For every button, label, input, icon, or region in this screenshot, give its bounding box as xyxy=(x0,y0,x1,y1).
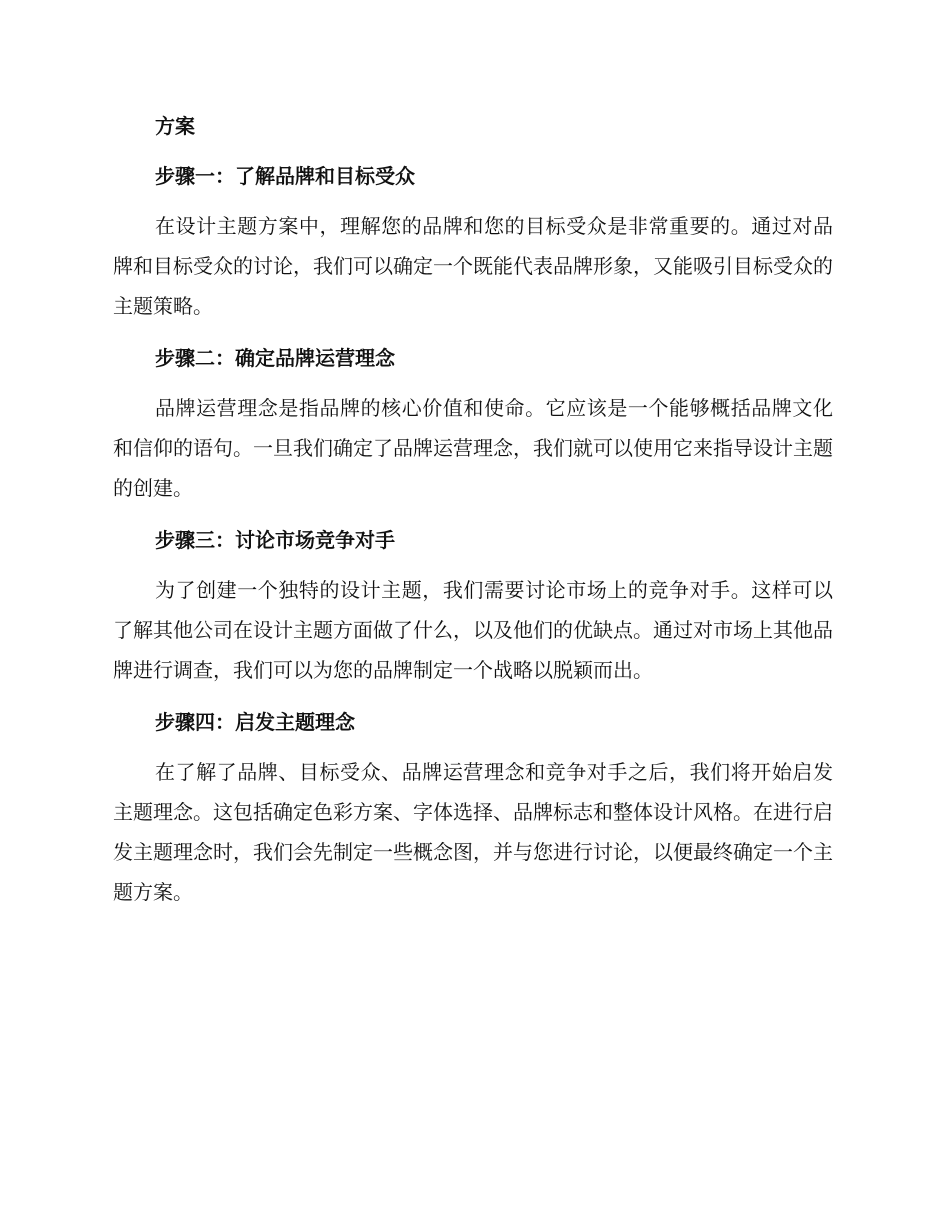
document-title: 方案 xyxy=(155,114,195,138)
section-heading-2: 步骤二：确定品牌运营理念 xyxy=(155,346,395,370)
document-content xyxy=(113,106,833,924)
section-heading-4: 步骤四：启发主题理念 xyxy=(155,710,355,734)
section-heading-3: 步骤三：讨论市场竞争对手 xyxy=(155,528,395,552)
section-heading-1: 步骤一：了解品牌和目标受众 xyxy=(155,164,415,188)
section-body-3: 为了创建一个独特的设计主题，我们需要讨论市场上的竞争对手。这样可以了解其他公司在设计主题方面做了什么，以及他们的优缺点。通过对市场上其他品牌进行调查，我们可以为您的品牌制定一个战略以脱颖而出。 xyxy=(113,578,833,682)
section-body-1: 在设计主题方案中，理解您的品牌和您的目标受众是非常重要的。通过对品牌和目标受众的讨论，我们可以确定一个既能代表品牌形象，又能吸引目标受众的主题策略。 xyxy=(113,214,833,318)
section-body-4: 在了解了品牌、目标受众、品牌运营理念和竞争对手之后，我们将开始启发主题理念。这包括确定色彩方案、字体选择、品牌标志和整体设计风格。在进行启发主题理念时，我们会先制定一些概念图，并与您进行讨论，以便最终确定一个主题方案。 xyxy=(113,760,833,904)
section-body-2: 品牌运营理念是指品牌的核心价值和使命。它应该是一个能够概括品牌文化和信仰的语句。一旦我们确定了品牌运营理念，我们就可以使用它来指导设计主题的创建。 xyxy=(113,396,833,500)
